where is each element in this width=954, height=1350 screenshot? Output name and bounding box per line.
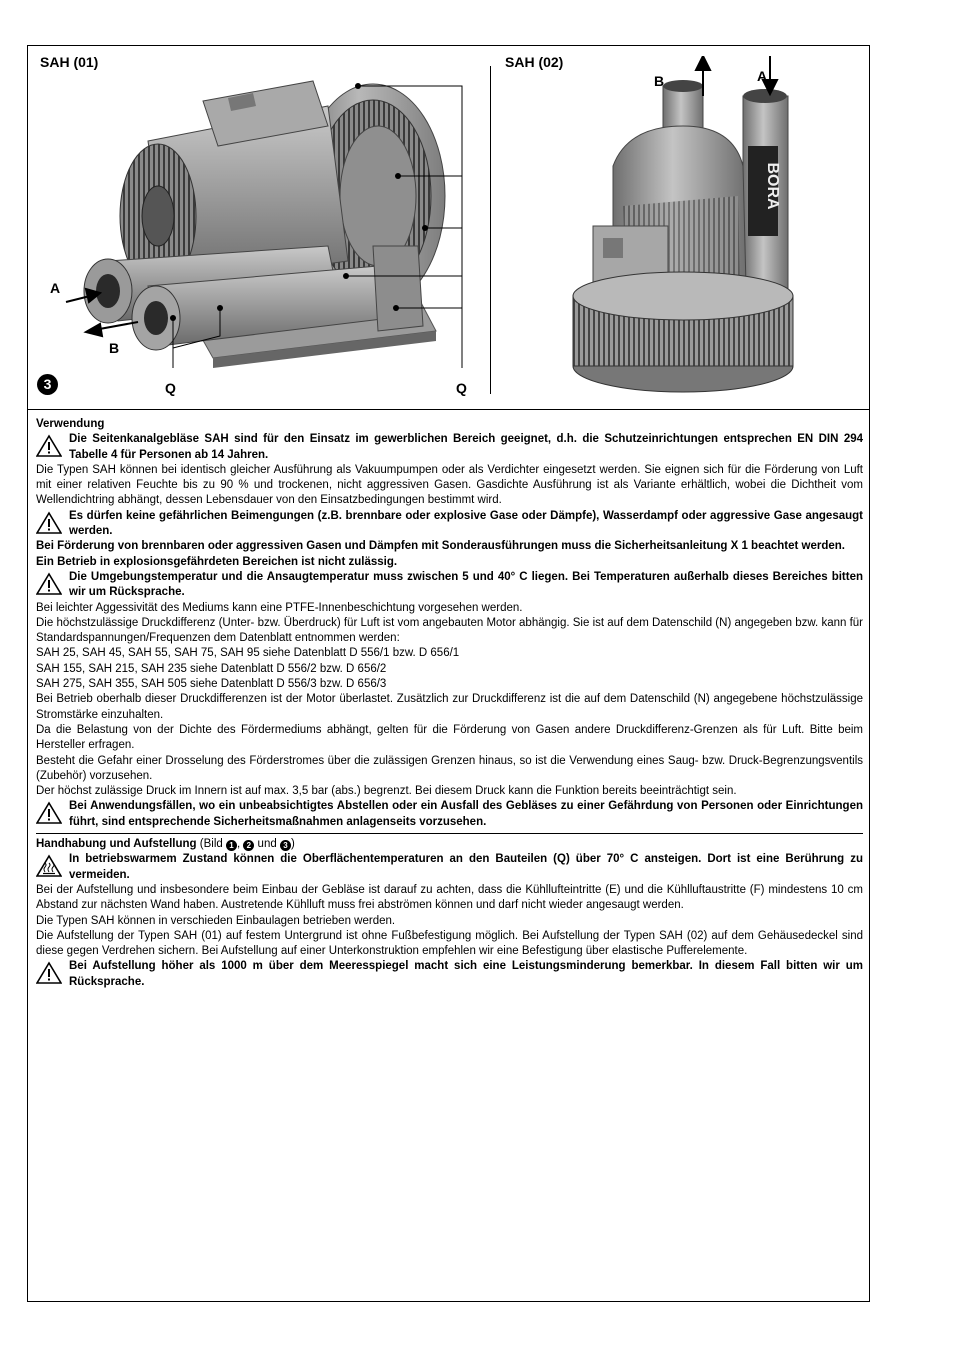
figure-ref-text: und <box>254 838 280 851</box>
figure-ref-text: (Bild <box>196 838 226 851</box>
callout-q-left: Q <box>165 380 176 396</box>
figure-ref-2: 2 <box>243 840 254 851</box>
paragraph: Die höchstzulässige Druckdifferenz (Unter- bzw. Überdruck) für Luft ist vom angebauten Motor abhängig. Sie ist auf dem Datenschild (N) angegeben bzw. kann für Standardspannungen/Frequenzen dem Datenblatt entnommen werden: <box>36 616 863 645</box>
bold-paragraph: Ein Betrieb in explosionsgefährdeten Bereichen ist nicht zulässig. <box>36 555 398 568</box>
warning-block <box>36 959 863 990</box>
callout-b-left: B <box>109 340 120 356</box>
page-frame <box>27 45 870 1302</box>
warning-triangle-icon <box>36 434 62 458</box>
warning-triangle-icon <box>36 801 62 825</box>
figure-ref-text: ) <box>290 838 295 851</box>
blower-sah-02-illustration <box>568 56 808 409</box>
warning-text: Bei Aufstellung höher als 1000 m über dem Meeresspiegel macht sich eine Leistungsminderung bemerkbar. In diesem Fall bitten wir um Rücksprache. <box>69 960 863 988</box>
paragraph: Bei der Aufstellung und insbesondere beim Einbau der Gebläse ist darauf zu achten, dass die Kühllufteintritte (E) und die Kühlluftaustritte (F) mindestens 10 cm Abstand zur nächsten Wand haben. Austretende Kühlluft muss frei abströmen können und darf nicht wieder angesaugt werden. <box>36 883 863 912</box>
paragraph: Bei Betrieb oberhalb dieser Druckdifferenzen ist der Motor überlastet. Zusätzlich zur Druckdifferenz ist die auf dem Datenschild (N) angegebene höchstzulässige Stromstärke einzuhalten. <box>36 693 863 721</box>
figure-ref-1: 1 <box>226 840 237 851</box>
document-body <box>36 417 863 990</box>
paragraph: Besteht die Gefahr einer Drosselung des Förderstromes über die zulässigen Grenzen hinaus, so ist die Verwendung eines Saug- bzw. Druck-Begrenzungsventils (Zubehör) vorzusehen. <box>36 754 863 782</box>
figure-3 <box>28 46 869 410</box>
svg-text:BORA: BORA <box>764 162 781 210</box>
warning-block <box>36 570 863 601</box>
section-heading-handhabung <box>36 837 863 852</box>
datasheet-line: SAH 275, SAH 355, SAH 505 siehe Datenblatt D 556/3 bzw. D 656/3 <box>36 678 387 691</box>
figure-number: 3 <box>43 376 52 392</box>
bold-paragraph: Bei Förderung von brennbaren oder aggressiven Gasen und Dämpfen mit Sonderausführungen muss die Sicherheitsanleitung X 1 beachtet werden. <box>36 540 845 553</box>
paragraph: Da die Belastung von der Dichte des Fördermediums abhängt, gelten für die Förderung von Gasen andere Druckdifferenz-Grenzen als für Luft. Bitte beim Hersteller erfragen. <box>36 723 863 752</box>
callout-b-right: B <box>654 73 665 89</box>
warning-text: Es dürfen keine gefährlichen Beimengungen (z.B. brennbare oder explosive Gase oder Dämpfe), Wasserdampf oder aggressive Gase angesaugt werden. <box>69 509 863 538</box>
paragraph: Die Typen SAH können in verschieden Einbaulagen betrieben werden. <box>36 914 396 927</box>
paragraph: Bei leichter Aggessivität des Mediums kann eine PTFE-Innenbeschichtung vorgesehen werden. <box>36 601 523 614</box>
warning-text: Bei Anwendungsfällen, wo ein unbeabsichtigtes Abstellen oder ein Ausfall des Gebläses zu einer Gefährdung von Personen oder Einrichtungen führt, sind entsprechende Sicherheitsmaßnahmen anlagenseits vorzusehen. <box>69 800 863 828</box>
figure-ref-3: 3 <box>280 840 291 851</box>
section-divider <box>36 833 863 834</box>
datasheet-line: SAH 155, SAH 215, SAH 235 siehe Datenblatt D 556/2 bzw. D 656/2 <box>36 662 387 675</box>
warning-text: In betriebswarmem Zustand können die Oberflächentemperaturen an den Bauteilen (Q) über 70° C ansteigen. Dort ist eine Berührung zu vermeiden. <box>69 853 863 881</box>
figure-title-sah-02: SAH (02) <box>505 54 564 70</box>
blower-sah-01-illustration <box>28 46 488 409</box>
warning-block <box>36 432 863 463</box>
warning-triangle-icon <box>36 572 62 596</box>
paragraph: Die Aufstellung der Typen SAH (01) auf festem Untergrund ist ohne Fußbefestigung möglich. Bei Aufstellung der Typen SAH (02) auf dem Gehäusedeckel sind diese gegen Verdrehen sichern. Bei Aufstellung auf einer Unterkonstruktion empfehlen wir eine Befestigung über elastische Pufferelemente. <box>36 929 863 958</box>
warning-text: Die Seitenkanalgebläse SAH sind für den Einsatz im gewerblichen Bereich geeignet, d.h. die Schutzeinrichtungen entsprechen EN DIN 294 Tabelle 4 für Personen ab 14 Jahren. <box>69 433 863 461</box>
figure-divider <box>490 66 491 394</box>
warning-block <box>36 509 863 540</box>
callout-a-left: A <box>50 280 61 296</box>
hot-surface-warning-icon <box>36 854 62 878</box>
callout-a-right: A <box>757 68 768 84</box>
hot-surface-warning-block <box>36 852 863 883</box>
warning-triangle-icon <box>36 511 62 535</box>
warning-triangle-icon <box>36 961 62 985</box>
section-heading-verwendung: Verwendung <box>36 418 105 430</box>
figure-ref-text: , <box>236 838 244 851</box>
figure-title-sah-01: SAH (01) <box>40 54 99 70</box>
figure-number-badge <box>37 374 58 395</box>
callout-q-right: Q <box>456 380 467 396</box>
warning-block <box>36 799 863 830</box>
datasheet-line: SAH 25, SAH 45, SAH 55, SAH 75, SAH 95 siehe Datenblatt D 556/1 bzw. D 656/1 <box>36 647 460 660</box>
warning-text: Die Umgebungstemperatur und die Ansaugtemperatur muss zwischen 5 und 40° C liegen. Bei Temperaturen außerhalb dieses Bereiches bitten wir um Rücksprache. <box>69 570 863 599</box>
paragraph: Die Typen SAH können bei identisch gleicher Ausführung als Vakuumpumpen oder als Verdichter eingesetzt werden. Sie eignen sich für die Förderung von Luft mit einer relativen Feuchte bis zu 90 % und trockenen, nicht aggressiven Gasen. Gasdichte Ausführung ist als Variante erhältlich, wobei die Dichtheit vom Wellendichtring abhängt, dessen Lebensdauer von den Einsatzbedingungen bestimmt wird. <box>36 463 863 507</box>
paragraph: Der höchst zulässige Druck im Innern ist auf max. 3,5 bar (abs.) begrenzt. Bei diesem Druck kann die Funktion bereits beeinträchtigt sein. <box>36 785 737 798</box>
heading-text: Handhabung und Aufstellung <box>36 838 197 851</box>
